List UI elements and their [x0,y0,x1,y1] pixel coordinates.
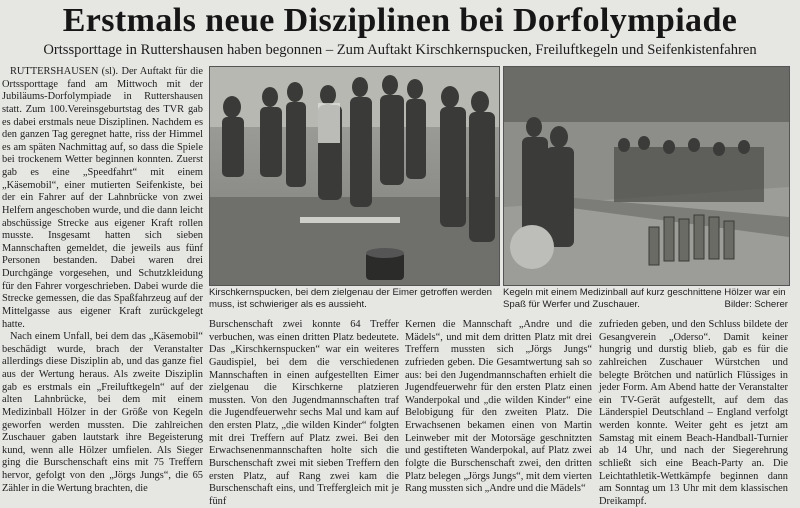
article-column-2 [209,319,399,507]
column-3-paragraph: Kernen die Mannschaft „Andre und die Mädels“, und mit dem dritten Platz mit drei Treffern mussten sich „Jörgs Jungs“ zufrieden geben. Die Gesamtwertung sah so aus: bei den Jugendmannschaften erhielt die Jugendfeuerwehr für den ersten Platz einen Wanderpokal und „die wilden Kinder“ eine Belobigung für den zweiten Platz. Die Erwachsenen bekamen einen von Martin Leinweber mit der Motorsäge geschnitzten und gestifteten Wanderpokal, auf Platz zwei folgte die Burschenschaft zwei, den dritten Platz belegen „Jörgs Jungs“, mit dem vierten Rang mussten sich „Andre und die Mädels“ [405,319,592,495]
article-column-1 [2,66,203,498]
photo-kirschkernspucken-image [210,67,499,285]
photo-caption-left: Kirschkernspucken, bei dem zielgenau der Eimer getroffen werden muss, ist schwieriger als es aussieht. [209,287,492,310]
photo-caption-right-text: Kegeln mit einem Medizinball auf kurz geschnittene Hölzer war ein Spaß für Werfer und Zuschauer. [503,287,786,310]
photo-caption-right [503,287,788,311]
photo-credit: Bilder: Scherer [724,299,788,310]
article-column-4 [599,319,788,507]
column-1-paragraph-1: RUTTERSHAUSEN (sl). Der Auftakt für die Ortssporttage fand am Mittwoch mit der Jubiläums-Dorfolympiade in Ruttershausen statt. Zum 100.Vereinsgeburtstag des TVR gab es dabei erstmals neue Disziplinen. Nachdem es den ganzen Tag geregnet hatte, riss der Himmel es am späten Nachmittag auf, so dass die Spiele bei trockenem Wetter beginnen konnten. Zuerst gab es eine „Speedfahrt“ mit einem „Käsemobil“, einer mutierten Seifenkiste, bei der ein Fahrer auf der Lahnbrücke von zwei Helfern angeschoben wurde, und die dann leicht abschüssige Strecke aus eigener Kraft rollen musste. Insgesamt hatten sich sieben Mannschaften gemeldet, die jeweils aus fünf Personen bestanden. Dabei waren drei Durchgänge vorgesehen, und Schutzkleidung für den Fahrer vorgeschrieben. Dabei wurde die Strecke gemessen, die das Spaßfahrzeug auf der Mittelgasse aus eigener Kraft zurückgelegt hatte. [2,66,203,330]
article-column-3 [405,319,592,499]
column-1-paragraph-2: Nach einem Unfall, bei dem das „Käsemobil“ beschädigt wurde, brach der Veranstalter allerdings diese Disziplin ab, und das ganze fiel aus der Wertung heraus. Als zweite Disziplin gab es erstmals ein „Freiluftkegeln“ auf der alten Lahnbrücke, bei dem mit einem Medizinball Hölzer in der Größe von Kegeln geworfen werden mussten. Die zahlreichen Zuschauer gaben lautstark ihre Begeisterung kund, wenn alle Hölzer umfielen. Als Sieger ging die Burschenschaft eins mit 75 Treffern hervor, gefolgt von den „Jörgs Jungs“, die 65 Zähler in die Wertung brachten, die [2,331,203,494]
photo-kirschkernspucken [209,66,500,286]
column-2-paragraph: Burschenschaft zwei konnte 64 Treffer verbuchen, was einen dritten Platz bedeutete. Das „Kirschkernspucken“ war ein weiteres Gaudispiel, bei dem die verschiedenen Mannschaften in einen aufgestellten Eimer zielgenau die Kirschkerne platzieren mussten. Von den Jugendmannschaften traf die Jugendfeuerwehr sechs Mal und kam auf den ersten Platz, „die wilden Kinder“ folgten mit drei Treffern auf Platz zwei. Bei den Erwachsenenmannschaften holte sich die Burschenschaft zwei mit sieben Treffern den ersten Platz, auf Rang zwei kam die Burschenschaft eins, und Treffergleich mit je fünf [209,319,399,507]
photo-freiluftkegeln [503,66,790,286]
column-4-paragraph: zufrieden geben, und den Schluss bildete der Gesangverein „Oderso“. Damit keiner hungrig und durstig blieb, gab es für die zahlreichen Zuschauer Würstchen und belegte Brötchen und natürlich Flüssiges in jeder Form. Am Abend hatte der Veranstalter ein TV-Gerät aufgestellt, auf dem das Länderspiel Deutschland – England verfolgt werden konnte. Weiter geht es jetzt am Samstag mit einem Beach-Handball-Turnier ab 14 Uhr, und nach der Siegerehrung schließt sich eine Beach-Party an. Die Leichtathletik-Wettkämpfe beginnen dann am Sonntag um 13 Uhr mit dem klassischen Dreikampf. [599,319,788,507]
headline: Erstmals neue Disziplinen bei Dorfolympiade [62,2,738,39]
photo-freiluftkegeln-image [504,67,789,285]
subheadline: Ortssporttage in Ruttershausen haben begonnen – Zum Auftakt Kirschkernspucken, Freiluftkegeln und Seifenkistenfahren [43,42,757,58]
